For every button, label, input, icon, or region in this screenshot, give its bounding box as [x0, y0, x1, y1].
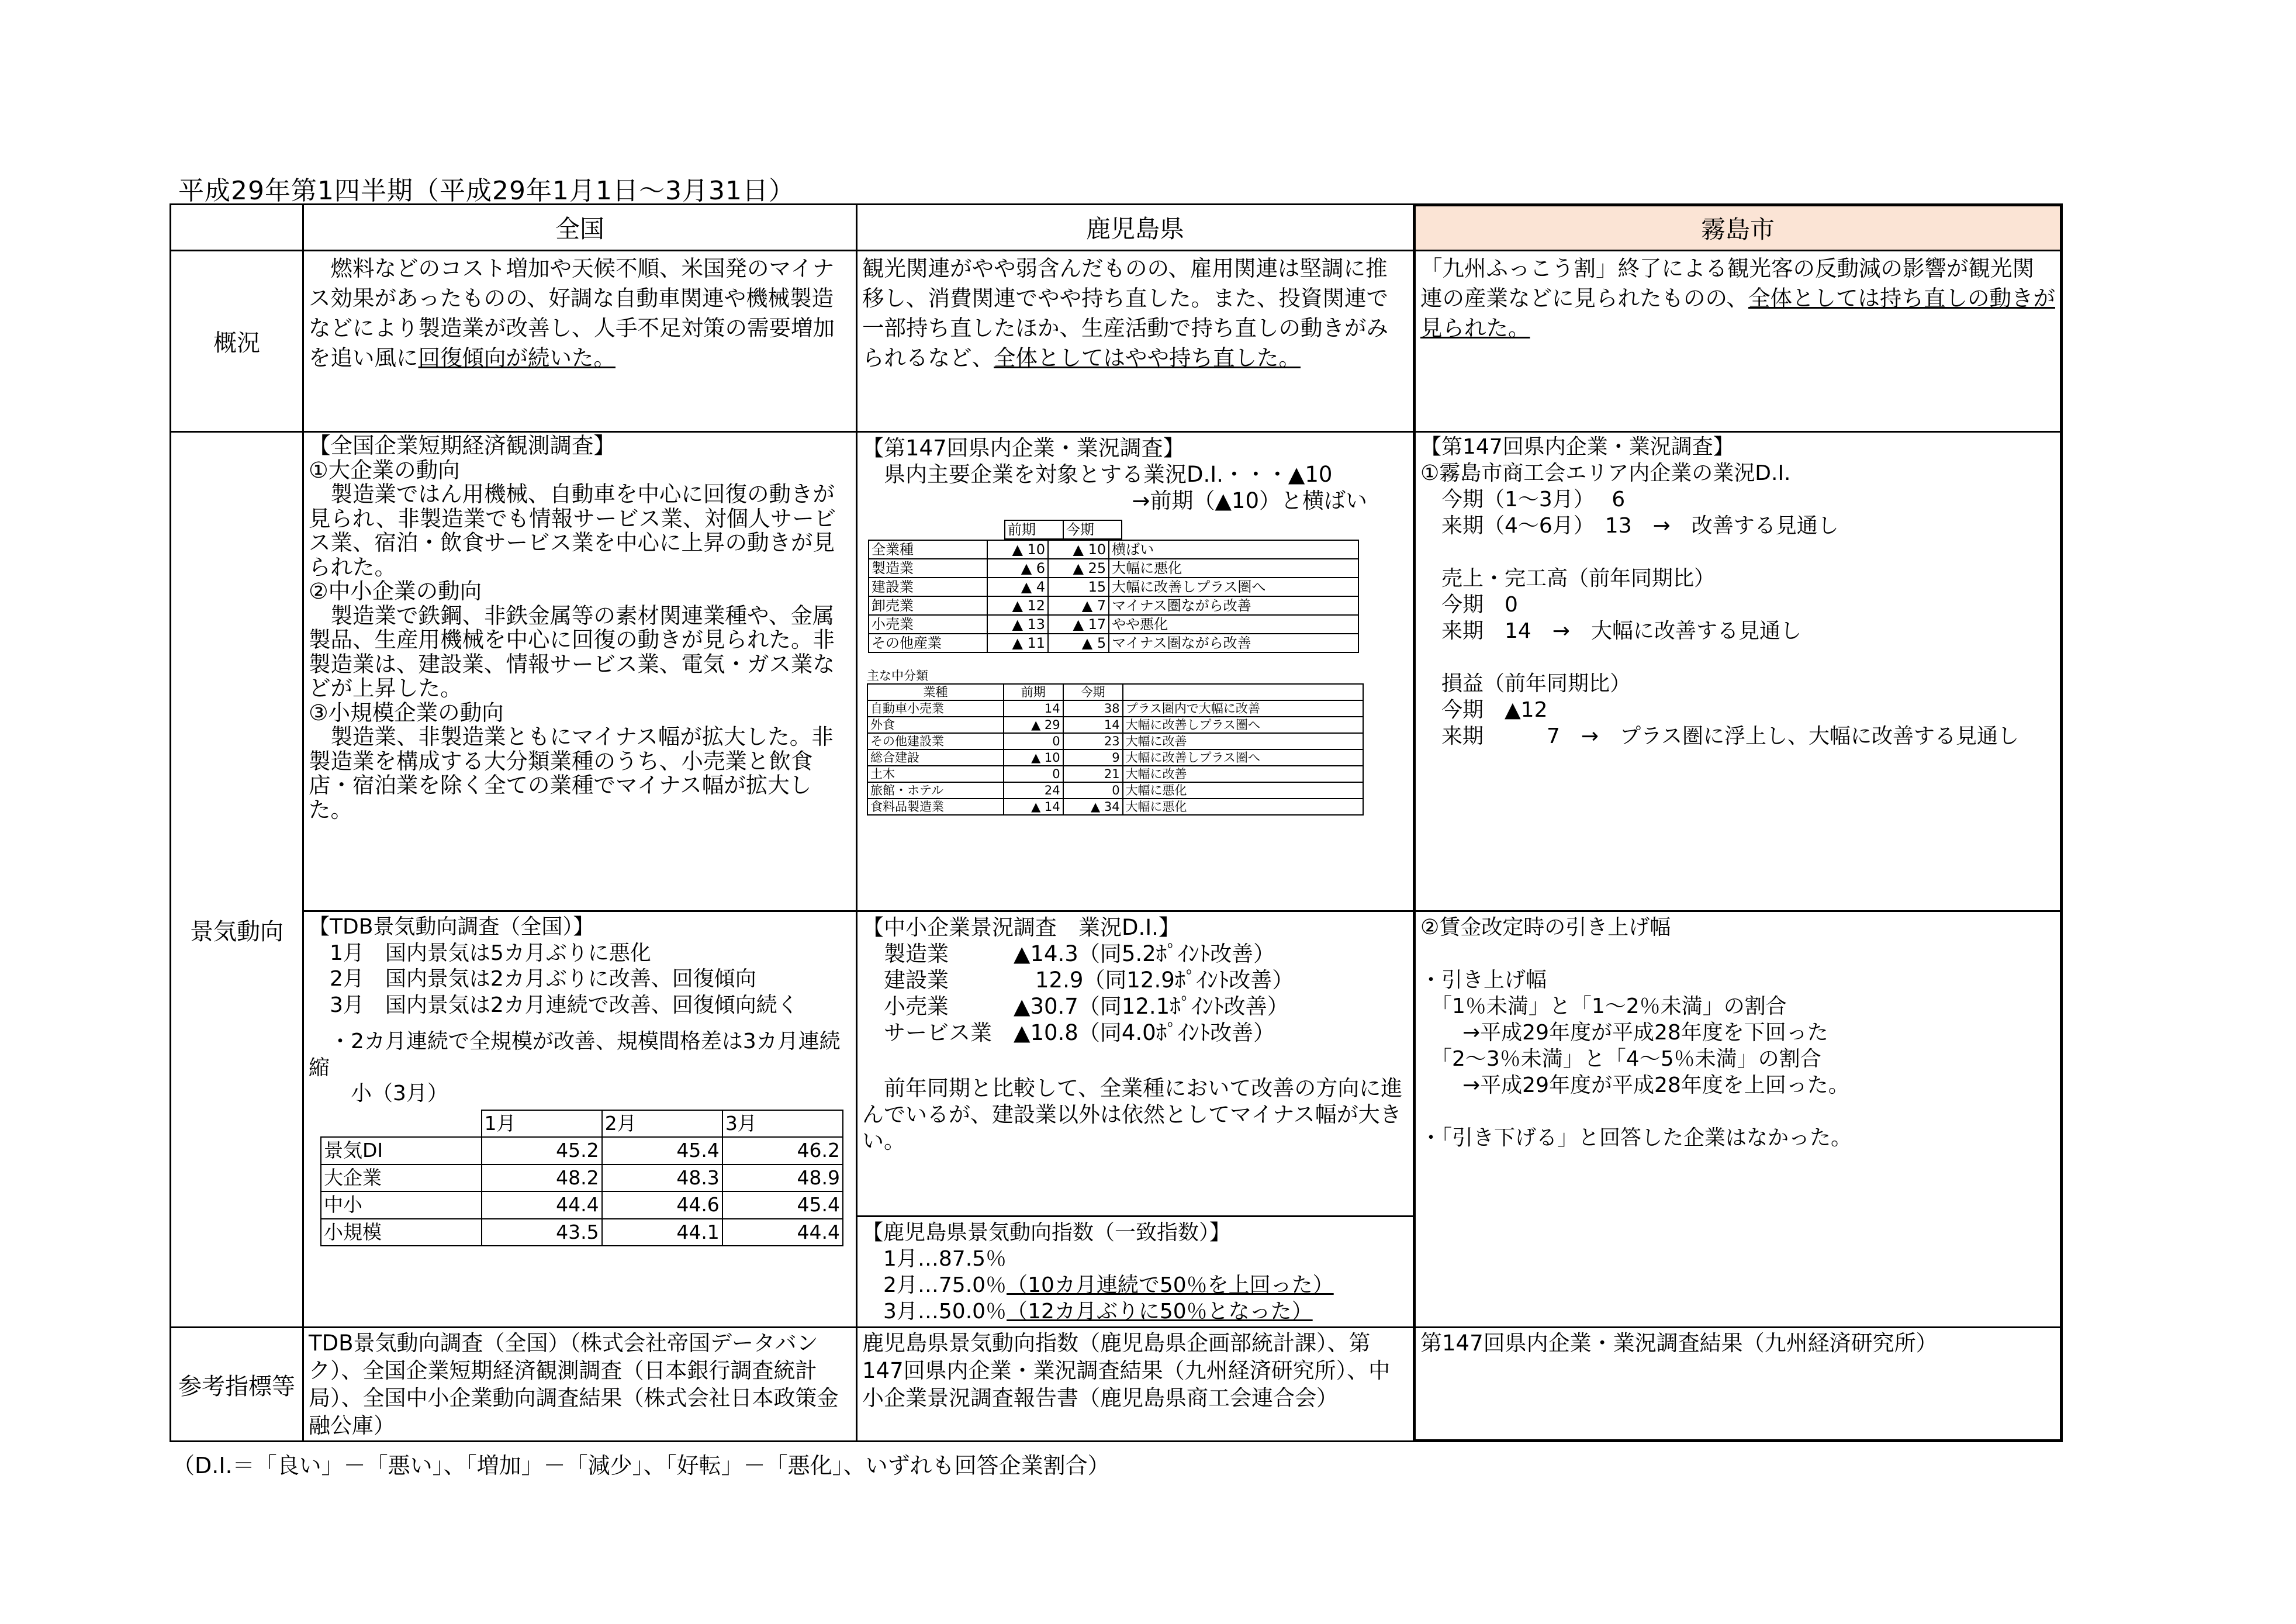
table-cell: 44.6 [602, 1191, 722, 1219]
table-cell: 建設業 [869, 578, 987, 596]
text-line: 来期（4～6月） 13 → 改善する見通し [1420, 514, 1839, 538]
table-row [867, 799, 1363, 815]
table-row [867, 733, 1363, 749]
table-cell: 44.1 [602, 1219, 722, 1246]
tankan-medium-title: ②中小企業の動向 [309, 578, 482, 604]
table-cell: 卸売業 [869, 596, 987, 615]
header-kagoshima: 鹿児島県 [856, 203, 1415, 251]
table-cell: 45.4 [602, 1137, 722, 1165]
table-cell: 大幅に改善しプラス圏へ [1123, 749, 1363, 766]
kr-survey-lines [1420, 460, 2055, 749]
table-header: 前期 [1004, 684, 1063, 700]
table-cell: 大幅に改善しプラス圏へ [1109, 578, 1358, 596]
table-cell: その他建設業 [867, 733, 1004, 749]
table-cell: 0 [1004, 733, 1063, 749]
table-cell: 23 [1063, 733, 1123, 749]
table-cell: ▲ 11 [987, 634, 1048, 652]
kg-industry-rows [868, 540, 1359, 653]
text-line [1420, 1098, 2055, 1125]
overview-kagoshima [856, 250, 1415, 433]
table-cell: 外食 [867, 717, 1004, 733]
index-heading: 【鹿児島県景気動向指数（一致指数）】 [862, 1221, 1231, 1245]
index-feb-note: （10カ月連続で50％を上回った） [1007, 1273, 1334, 1297]
table-row [867, 700, 1363, 717]
table-row [867, 782, 1363, 799]
trend-kirishima-wages [1413, 910, 2063, 1328]
table-cell: ▲ 34 [1063, 799, 1123, 815]
kr-wage-lines [1420, 914, 2055, 1151]
text-line: 損益（前年同期比） [1420, 672, 1631, 696]
overview-kirishima-underlined: 全体としては持ち直しの動きが見られた。 [1420, 285, 2055, 341]
table-cell: ▲ 13 [987, 615, 1048, 634]
table-cell: 総合建設 [867, 749, 1004, 766]
text-line: ②賃金改定時の引き上げ幅 [1420, 915, 1671, 939]
table-cell: 14 [1004, 700, 1063, 717]
table-row [869, 559, 1358, 578]
table-cell: ▲ 10 [1048, 540, 1109, 559]
table-corner [321, 1110, 482, 1138]
table-cell: 大幅に悪化 [1123, 799, 1363, 815]
tankan-heading: 【全国企業短期経済観測調査】 [309, 433, 616, 458]
index-feb-value: 2月…75.0％ [862, 1273, 1007, 1297]
table-cell: 旅館・ホテル [867, 782, 1004, 799]
table-cell: ▲ 6 [987, 559, 1048, 578]
page-title: 平成29年第1四半期（平成29年1月1日～3月31日） [178, 176, 795, 206]
table-header-row [867, 684, 1363, 700]
table-header: 2月 [602, 1110, 722, 1138]
table-cell: 製造業 [869, 559, 987, 578]
text-line: 今期（1～3月） 6 [1420, 488, 1626, 512]
sme-line-manufacturing: 製造業 ▲14.3（同5.2ﾎﾟｲﾝﾄ改善） [862, 941, 1275, 966]
trend-kagoshima-survey [856, 431, 1415, 912]
table-cell: ▲ 17 [1048, 615, 1109, 634]
tdb-note: ・2カ月連続で全規模が改善、規模間格差は3カ月連続縮 [309, 1029, 841, 1080]
table-cell: 大幅に改善 [1123, 733, 1363, 749]
tankan-small-text: 製造業、非製造業ともにマイナス幅が拡大した。非製造業を構成する大分類業種のうち、小売業と飲食店・宿泊業を除く全ての業種でマイナス幅が拡大した。 [309, 724, 834, 823]
table-cell: 21 [1063, 766, 1123, 782]
kg-subcategory-caption: 主な中分類 [867, 669, 928, 683]
table-cell: やや悪化 [1109, 615, 1358, 634]
table-cell: ▲ 5 [1048, 634, 1109, 652]
index-mar [862, 1298, 1408, 1325]
overview-national [302, 250, 857, 433]
table-cell: 9 [1063, 749, 1123, 766]
table-header: 今期 [1063, 520, 1122, 539]
table-cell: 48.2 [482, 1165, 602, 1192]
reference-kirishima: 第147回県内企業・業況調査結果（九州経済研究所） [1413, 1326, 2063, 1442]
text-line [1420, 539, 2055, 565]
kg-subcategory-table [867, 683, 1364, 816]
table-cell: その他産業 [869, 634, 987, 652]
table-cell: ▲ 25 [1048, 559, 1109, 578]
text-line: 「2～3％未満」と「4～5％未満」の割合 [1420, 1047, 1821, 1071]
sme-line-service: サービス業 ▲10.8（同4.0ﾎﾟｲﾝﾄ改善） [862, 1020, 1275, 1045]
text-line: 今期 0 [1420, 593, 1518, 617]
table-header [1123, 684, 1363, 700]
table-cell: ▲ 14 [1004, 799, 1063, 815]
text-line: →平成29年度が平成28年度を下回った [1420, 1021, 1828, 1045]
overview-kagoshima-text: 観光関連がやや弱含んだものの、雇用関連は堅調に推移し、消費関連でやや持ち直した。また、投資関連で一部持ち直したほか、生産活動で持ち直しの動きがみられるなど、 [862, 255, 1388, 371]
table-cell: 0 [1004, 766, 1063, 782]
table-cell: 大企業 [321, 1165, 482, 1192]
footnote: （D.I.＝「良い」－「悪い」、「増加」－「減少」、「好転」－「悪化」、いずれも回答企業割合） [172, 1453, 1110, 1478]
overview-kirishima-text: 「九州ふっこう割」終了による観光客の反動減の影響が観光関連の産業などに見られたものの、 [1420, 255, 2034, 311]
table-cell: ▲ 12 [987, 596, 1048, 615]
table-cell: 景気DI [321, 1137, 482, 1165]
table-cell: 48.9 [722, 1165, 843, 1192]
table-cell: ▲ 10 [987, 540, 1048, 559]
overview-kirishima [1413, 250, 2063, 433]
tdb-heading: 【TDB景気動向調査（全国）】 [309, 915, 594, 939]
table-header-row [883, 520, 1127, 539]
table-row [867, 717, 1363, 733]
table-cell: 0 [1063, 782, 1123, 799]
row-label-trend-box [170, 431, 304, 1328]
table-cell: 46.2 [722, 1137, 843, 1165]
table-cell: 43.5 [482, 1219, 602, 1246]
table-header: 3月 [722, 1110, 843, 1138]
table-cell: ▲ 7 [1048, 596, 1109, 615]
tdb-line-jan: 1月 国内景気は5カ月ぶりに悪化 [309, 941, 651, 965]
tankan-medium-text: 製造業で鉄鋼、非鉄金属等の素材関連業種や、金属製品、生産用機械を中心に回復の動きが見られた。非製造業は、建設業、情報サービス業、電気・ガス業などが上昇した。 [309, 602, 835, 701]
corner-cell [170, 203, 304, 251]
text-line: 来期 7 → プラス圏に浮上し、大幅に改善する見通し [1420, 724, 2019, 748]
text-line: ・「引き下げる」と回答した企業はなかった。 [1420, 1126, 1852, 1150]
tdb-monthly-lines [309, 941, 851, 1019]
table-cell: 大幅に悪化 [1123, 782, 1363, 799]
tankan-large-title: ①大企業の動向 [309, 457, 460, 483]
table-row [321, 1219, 843, 1246]
table-cell: 44.4 [482, 1191, 602, 1219]
table-row [867, 749, 1363, 766]
table-header: 業種 [867, 684, 1004, 700]
table-cell: プラス圏内で大幅に改善 [1123, 700, 1363, 717]
trend-kagoshima-index [856, 1215, 1415, 1328]
sme-line-construction: 建設業 12.9（同12.9ﾎﾟｲﾝﾄ改善） [862, 968, 1294, 993]
sme-industry-lines [862, 941, 1408, 1046]
sme-heading: 【中小企業景況調査 業況D.I.】 [862, 915, 1180, 940]
tdb-note-continued: 小（3月） [309, 1081, 448, 1105]
tdb-di-table [320, 1110, 843, 1247]
header-kirishima: 霧島市 [1413, 203, 2063, 251]
tankan-large-text: 製造業ではん用機械、自動車を中心に回復の動きが見られ、非製造業でも情報サービス業、対個人サービス業、宿泊・飲食サービス業を中心に上昇の動きが見られた。 [309, 481, 836, 580]
trend-kagoshima-sme [856, 910, 1415, 1217]
sme-line-retail: 小売業 ▲30.7（同12.1ﾎﾟｲﾝﾄ改善） [862, 994, 1289, 1019]
table-cell: 44.4 [722, 1219, 843, 1246]
text-line [1420, 941, 2055, 967]
table-cell: 24 [1004, 782, 1063, 799]
table-cell: 小売業 [869, 615, 987, 634]
table-row [869, 634, 1358, 652]
table-cell: 38 [1063, 700, 1123, 717]
text-line: 今期 ▲12 [1420, 698, 1548, 722]
table-cell: 食料品製造業 [867, 799, 1004, 815]
text-line: 「1％未満」と「1～2％未満」の割合 [1420, 994, 1787, 1018]
table-cell: 大幅に改善しプラス圏へ [1123, 717, 1363, 733]
table-row [869, 615, 1358, 634]
index-mar-note: （12カ月ぶりに50％となった） [1007, 1300, 1313, 1324]
text-line: 来期 14 → 大幅に改善する見通し [1420, 619, 1801, 643]
kg-survey-heading: 【第147回県内企業・業況調査】 [862, 436, 1185, 461]
index-jan: 1月…87.5％ [862, 1247, 1007, 1271]
table-corner [883, 520, 1005, 539]
trend-kirishima-survey [1413, 431, 2063, 912]
reference-national: TDB景気動向調査（全国）（株式会社帝国データバンク）、全国企業短期経済観測調査（日本銀行調査統計局）、全国中小企業動向調査結果（株式会社日本政策金融公庫） [302, 1326, 857, 1442]
table-cell: 小規模 [321, 1219, 482, 1246]
tdb-line-mar: 3月 国内景気は2カ月連続で改善、回復傾向続く [309, 993, 798, 1017]
table-row [869, 578, 1358, 596]
table-cell: 15 [1048, 578, 1109, 596]
table-cell: 45.2 [482, 1137, 602, 1165]
table-cell: 45.4 [722, 1191, 843, 1219]
row-label-trend: 景気動向 [190, 918, 283, 945]
text-line [1420, 644, 2055, 671]
table-cell: 中小 [321, 1191, 482, 1219]
tdb-line-feb: 2月 国内景気は2カ月ぶりに改善、回復傾向 [309, 967, 756, 991]
table-header: 前期 [1005, 520, 1063, 539]
table-header-row [321, 1110, 843, 1138]
table-cell: 14 [1063, 717, 1123, 733]
table-cell: 48.3 [602, 1165, 722, 1192]
table-row [869, 540, 1358, 559]
text-line: →平成29年度が平成28年度を上回った。 [1420, 1073, 1849, 1097]
index-feb [862, 1272, 1408, 1298]
overview-national-underlined: 回復傾向が続いた。 [418, 345, 616, 371]
table-cell: ▲ 10 [1004, 749, 1063, 766]
table-cell: 大幅に改善 [1123, 766, 1363, 782]
table-row [867, 766, 1363, 782]
table-row [321, 1137, 843, 1165]
kg-industry-table [883, 520, 1127, 540]
row-label-overview: 概況 [170, 250, 304, 433]
table-row [869, 596, 1358, 615]
trend-national-boj-tankan [302, 431, 857, 912]
row-label-reference: 参考指標等 [170, 1326, 304, 1442]
trend-national-tdb [302, 910, 857, 1328]
overview-kagoshima-underlined: 全体としてはやや持ち直した。 [994, 345, 1301, 371]
sme-summary: 前年同期と比較して、全業種において改善の方向に進んでいるが、建設業以外は依然としてマイナス幅が大きい。 [862, 1076, 1403, 1153]
tankan-small-title: ③小規模企業の動向 [309, 699, 504, 725]
text-line: ①霧島市商工会エリア内企業の業況D.I. [1420, 461, 1791, 485]
table-row [321, 1191, 843, 1219]
kg-survey-di: 県内主要企業を対象とする業況D.I.・・・▲10 [862, 462, 1333, 487]
table-header-blank [1122, 520, 1127, 539]
table-cell: 大幅に悪化 [1109, 559, 1358, 578]
overview-national-text: 燃料などのコスト増加や天候不順、米国発のマイナス効果があったものの、好調な自動車関連や機械製造などにより製造業が改善し、人手不足対策の需要増加を追い風に [309, 255, 835, 371]
table-header: 今期 [1063, 684, 1123, 700]
kr-survey-heading: 【第147回県内企業・業況調査】 [1420, 435, 1734, 459]
text-line: ・引き上げ幅 [1420, 968, 1547, 992]
table-cell: 全業種 [869, 540, 987, 559]
table-cell: 横ばい [1109, 540, 1358, 559]
text-line: 売上・完工高（前年同期比） [1420, 566, 1716, 590]
kg-survey-di-compare: →前期（▲10）と横ばい [1132, 488, 1367, 513]
table-cell: マイナス圏ながら改善 [1109, 596, 1358, 615]
table-row [321, 1165, 843, 1192]
table-cell: ▲ 29 [1004, 717, 1063, 733]
index-mar-value: 3月…50.0％ [862, 1300, 1007, 1324]
table-cell: ▲ 4 [987, 578, 1048, 596]
header-national: 全国 [302, 203, 857, 251]
table-cell: マイナス圏ながら改善 [1109, 634, 1358, 652]
reference-kagoshima: 鹿児島県景気動向指数（鹿児島県企画部統計課）、第147回県内企業・業況調査結果（九州経済研究所）、中小企業景況調査報告書（鹿児島県商工会連合会） [856, 1326, 1415, 1442]
table-cell: 自動車小売業 [867, 700, 1004, 717]
table-header: 1月 [482, 1110, 602, 1138]
table-cell: 土木 [867, 766, 1004, 782]
